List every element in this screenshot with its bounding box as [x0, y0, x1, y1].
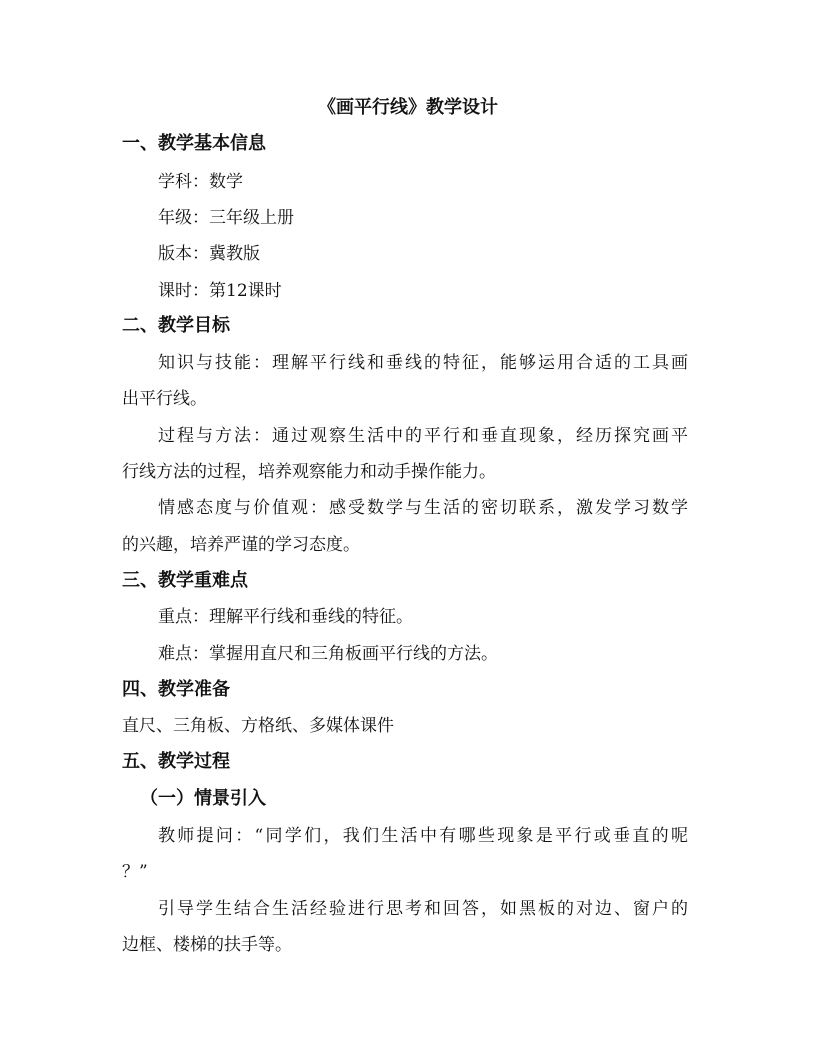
teacher-question-line-2: ？”	[122, 862, 148, 882]
difficult-point: 难点：掌握用直尺和三角板画平行线的方法。	[158, 644, 498, 664]
section-heading-basic-info: 一、教学基本信息	[122, 133, 266, 154]
objective-knowledge-line-2: 出平行线。	[122, 389, 207, 409]
guidance-line-1: 引导学生结合生活经验进行思考和回答，如黑板的对边、窗户的	[158, 899, 688, 919]
info-subject: 学科：数学	[158, 172, 243, 192]
objective-process-line-2: 行线方法的过程，培养观察能力和动手操作能力。	[122, 462, 496, 482]
objective-attitude-line-1: 情感态度与价值观：感受数学与生活的密切联系，激发学习数学	[158, 498, 688, 518]
section-heading-objectives: 二、教学目标	[122, 315, 230, 336]
info-edition: 版本：冀教版	[158, 244, 260, 264]
info-lesson: 课时：第12课时	[158, 281, 282, 301]
preparation-items: 直尺、三角板、方格纸、多媒体课件	[122, 716, 394, 736]
key-point: 重点：理解平行线和垂线的特征。	[158, 607, 413, 627]
section-heading-key-points: 三、教学重难点	[122, 570, 248, 591]
objective-attitude-line-2: 的兴趣，培养严谨的学习态度。	[122, 535, 360, 555]
section-heading-process: 五、教学过程	[122, 751, 230, 772]
objective-process-line-1: 过程与方法：通过观察生活中的平行和垂直现象，经历探究画平	[158, 426, 688, 446]
section-heading-preparation: 四、教学准备	[122, 679, 230, 700]
guidance-line-2: 边框、楼梯的扶手等。	[122, 935, 292, 955]
info-grade: 年级：三年级上册	[158, 208, 294, 228]
document-title: 《画平行线》教学设计	[318, 97, 498, 118]
teacher-question-line-1: 教师提问：“同学们，我们生活中有哪些现象是平行或垂直的呢	[158, 826, 688, 846]
objective-knowledge-line-1: 知识与技能：理解平行线和垂线的特征，能够运用合适的工具画	[158, 353, 688, 373]
subsection-heading-intro: （一）情景引入	[140, 788, 266, 809]
